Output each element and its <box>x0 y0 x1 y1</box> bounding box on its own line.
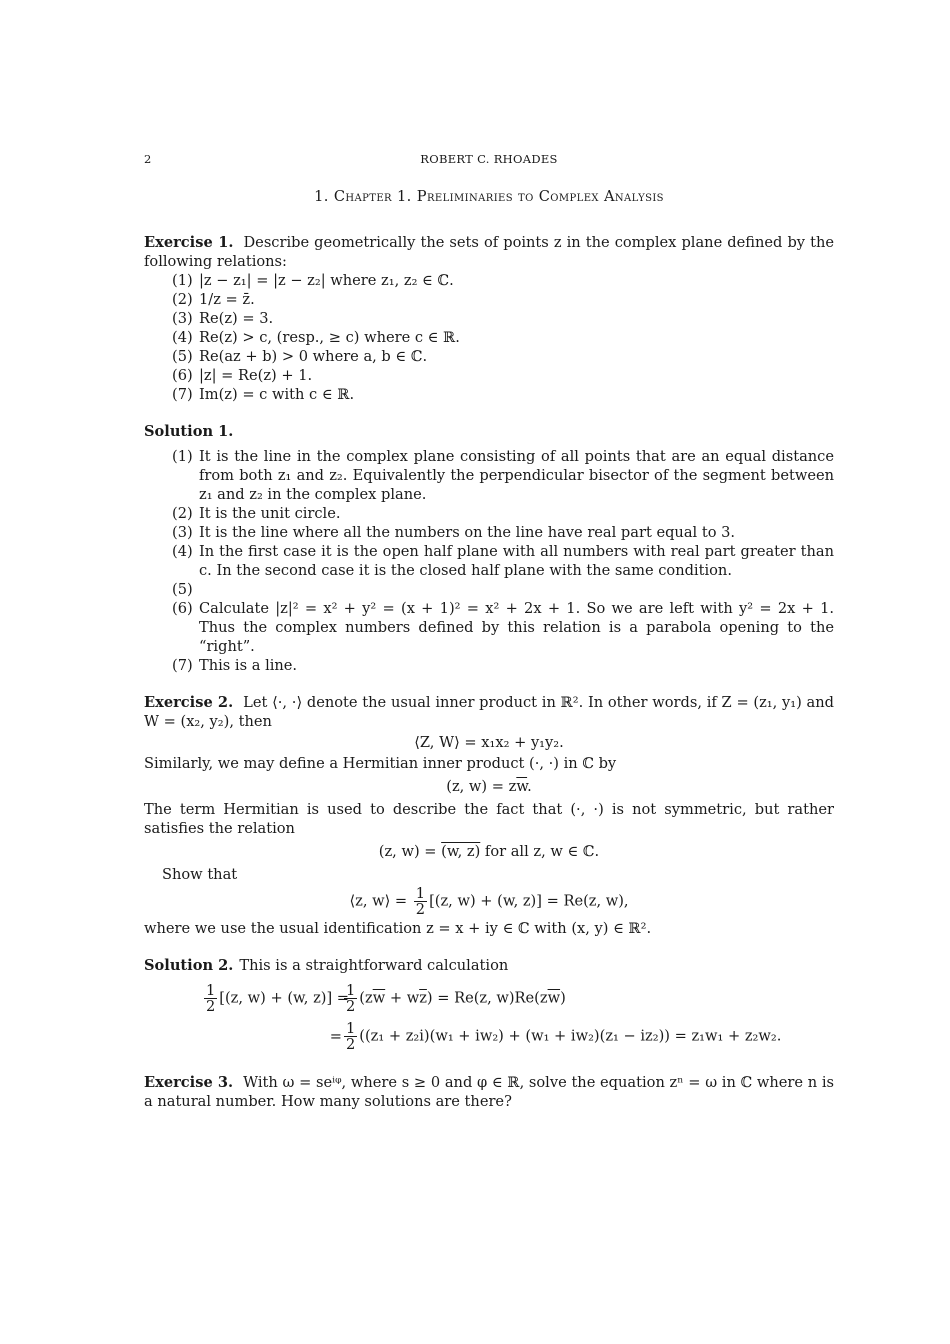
exercise-1-list <box>144 271 834 404</box>
item-text: Im(z) = c with c ∈ ℝ. <box>199 386 355 403</box>
item-text: |z − z₁| = |z − z₂| where z₁, z₂ ∈ ℂ. <box>199 272 454 289</box>
list-item <box>172 523 834 542</box>
list-item <box>172 542 834 580</box>
item-number: (1) <box>172 448 193 465</box>
eq-conjugate: (w, z) <box>441 843 481 860</box>
list-item <box>172 504 834 523</box>
item-number: (3) <box>172 524 193 541</box>
exercise-2-show: Show that <box>162 866 238 883</box>
item-text: Re(z) = 3. <box>199 310 274 327</box>
item-number: (4) <box>172 543 193 560</box>
numerator: 1 <box>415 885 426 902</box>
item-text: It is the line where all the numbers on the line have real part equal to 3. <box>199 524 736 541</box>
eq-part: = <box>329 1027 342 1045</box>
list-item <box>172 599 834 656</box>
list-item <box>172 328 834 347</box>
calc-rhs <box>342 1021 781 1052</box>
exercise-2-label: Exercise 2. <box>144 694 234 711</box>
calc-row-1 <box>202 979 834 1017</box>
item-text: |z| = Re(z) + 1. <box>199 367 313 384</box>
eq-part: . <box>527 778 532 795</box>
exercise-1-label: Exercise 1. <box>144 234 234 251</box>
denominator: 2 <box>346 1035 356 1053</box>
calc-row-2 <box>202 1017 834 1055</box>
fraction <box>344 1021 357 1052</box>
denominator: 2 <box>415 901 426 918</box>
item-text: Re(az + b) > 0 where a, b ∈ ℂ. <box>199 348 428 365</box>
item-number: (6) <box>172 600 193 617</box>
paper-body <box>144 233 834 1111</box>
list-item <box>172 290 834 309</box>
eq-conjugate: $\overline{w}$ <box>516 778 528 795</box>
item-number: (1) <box>172 272 193 289</box>
list-item <box>172 385 834 404</box>
eq-part: [(z, w) + (w, z)] = <box>219 989 350 1006</box>
page-header <box>144 150 834 169</box>
calc-rhs <box>342 983 566 1014</box>
exercise-2-text2: Similarly, we may define a Hermitian inner product (·, ·) in ℂ by <box>144 755 617 772</box>
eq-part: + w <box>385 989 420 1006</box>
eq-part: for all z, w ∈ ℂ. <box>480 843 600 860</box>
item-text: In the first case it is the open half plane with all numbers with real part greater than c. In the second case it is the closed half plane with the same condition. <box>199 543 834 579</box>
eq-part: (z <box>359 989 373 1006</box>
item-number: (7) <box>172 386 193 403</box>
exercise-2-text3: The term Hermitian is used to describe the fact that (·, ·) is not symmetric, but rather satisfies the relation <box>144 801 834 837</box>
item-text: It is the unit circle. <box>199 505 341 522</box>
page-number: 2 <box>144 152 152 166</box>
list-item <box>172 366 834 385</box>
solution-2-label: Solution 2. <box>144 957 234 974</box>
fraction <box>344 983 357 1014</box>
eq-part: (z, w) = z <box>446 778 517 795</box>
item-text: It is the line in the complex plane consisting of all points that are an equal distance from both z₁ and z₂. Equivalently the perpendicular bisector of the segment between z₁ and z₂ in the complex plane. <box>199 448 834 503</box>
item-number: (5) <box>172 348 193 365</box>
eq-part: (z, w) = <box>378 843 442 860</box>
running-head: ROBERT C. RHOADES <box>420 152 558 166</box>
numerator: 1 <box>346 981 356 999</box>
item-text: This is a line. <box>199 657 298 674</box>
item-number: (2) <box>172 505 193 522</box>
exercise-3-label: Exercise 3. <box>144 1074 234 1091</box>
list-item <box>172 309 834 328</box>
item-number: (7) <box>172 657 193 674</box>
fraction <box>414 886 427 917</box>
list-item <box>172 656 834 675</box>
list-item <box>172 580 834 599</box>
solution-2 <box>144 956 834 975</box>
exercise-3 <box>144 1073 834 1111</box>
equation-conjugate-symmetry <box>144 842 834 861</box>
aligned-calculation <box>202 979 834 1055</box>
calc-lhs <box>202 1027 342 1046</box>
item-number: (3) <box>172 310 193 327</box>
solution-1 <box>144 422 834 441</box>
section-title: 1. Chapter 1. Preliminaries to Complex Analysis <box>314 188 664 205</box>
denominator: 2 <box>346 997 356 1015</box>
equation-show <box>144 886 834 917</box>
eq-conjugate: $\overline{w}$ <box>372 989 386 1006</box>
solution-1-label: Solution 1. <box>144 423 234 440</box>
item-number: (5) <box>172 581 193 598</box>
item-number: (6) <box>172 367 193 384</box>
item-text: Calculate |z|² = x² + y² = (x + 1)² = x² + 2x + 1. So we are left with y² = 2x + 1. Thus the complex numbers defined by this relation is a parabola opening to the “right”. <box>199 600 834 655</box>
eq-conjugate: $\overline{z}$ <box>419 989 427 1006</box>
eq-part: ((z₁ + z₂i)(w₁ + iw₂) + (w₁ + iw₂)(z₁ − iz₂)) = z₁w₁ + z₂w₂. <box>359 1027 782 1044</box>
numerator: 1 <box>206 981 216 999</box>
calc-lhs <box>202 981 350 1015</box>
solution-2-intro: This is a straightforward calculation <box>239 957 509 974</box>
item-number: (4) <box>172 329 193 346</box>
exercise-2-text4: where we use the usual identification z = x + iy ∈ ℂ with (x, y) ∈ ℝ². <box>144 920 652 937</box>
eq-part: [(z, w) + (w, z)] = Re(z, w), <box>429 892 629 910</box>
list-item <box>172 271 834 290</box>
exercise-1 <box>144 233 834 271</box>
eq-part: ) = Re(z, w)Re(z <box>426 989 548 1006</box>
eq-part: ) <box>560 989 566 1006</box>
exercise-3-text: With ω = seⁱᵠ, where s ≥ 0 and φ ∈ ℝ, solve the equation zⁿ = ω in ℂ where n is a natural number. How many solutions are there? <box>144 1074 834 1110</box>
denominator: 2 <box>206 997 216 1015</box>
list-item <box>172 447 834 504</box>
item-number: (2) <box>172 291 193 308</box>
equation-hermitian <box>144 777 834 796</box>
numerator: 1 <box>346 1019 356 1037</box>
solution-1-list <box>144 447 834 675</box>
list-item <box>172 347 834 366</box>
exercise-2 <box>144 693 834 731</box>
item-text: 1/z = z̄. <box>199 291 255 308</box>
fraction <box>204 983 217 1014</box>
eq-conjugate: $\overline{w}$ <box>547 989 561 1006</box>
exercise-2-intro: Let ⟨·, ·⟩ denote the usual inner product in ℝ². In other words, if Z = (z₁, y₁) and W = (x₂, y₂), then <box>144 694 835 730</box>
equation-inner-product: ⟨Z, W⟩ = x₁x₂ + y₁y₂. <box>414 734 564 751</box>
item-text: Re(z) > c, (resp., ≥ c) where c ∈ ℝ. <box>199 329 460 346</box>
eq-part: ⟨z, w⟩ = <box>349 892 412 910</box>
exercise-1-intro: Describe geometrically the sets of points z in the complex plane defined by the following relations: <box>144 234 834 270</box>
